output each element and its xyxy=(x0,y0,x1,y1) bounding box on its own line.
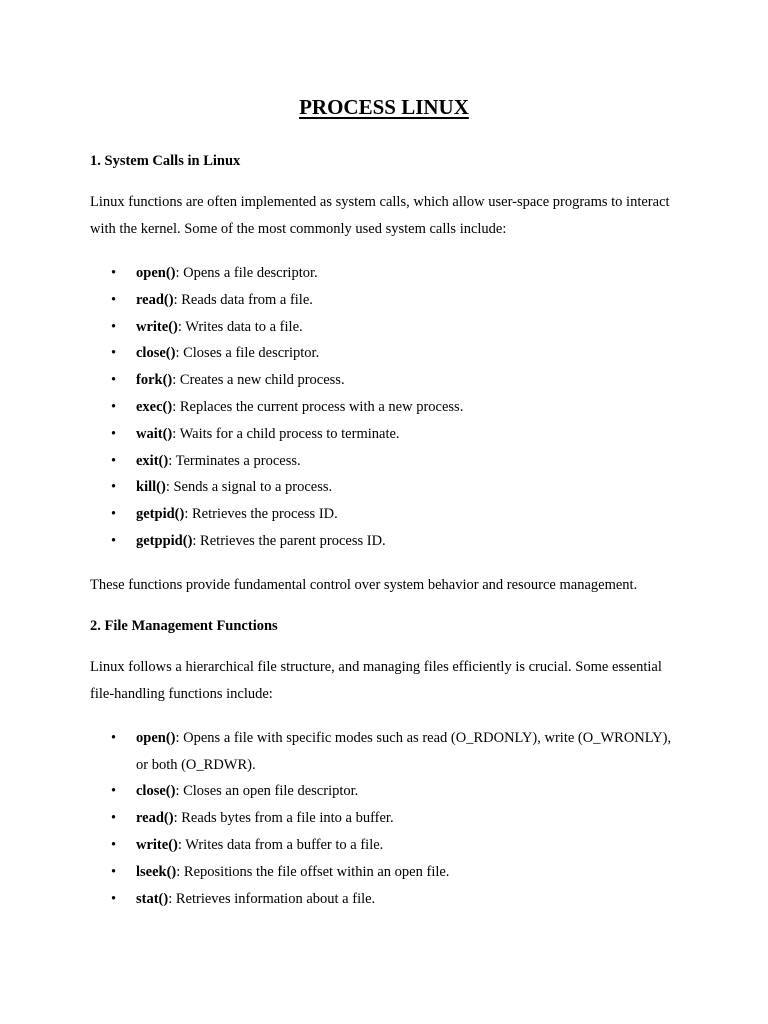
function-name: open() xyxy=(136,265,176,281)
function-description: : Opens a file descriptor. xyxy=(175,265,318,281)
function-description: : Sends a signal to a process. xyxy=(165,479,333,496)
bullet-icon: • xyxy=(111,291,117,308)
function-description: : Waits for a child process to terminate. xyxy=(172,425,400,442)
function-description: : Reads data from a file. xyxy=(173,291,313,308)
list-item xyxy=(90,394,678,421)
bullet-icon: • xyxy=(111,729,117,746)
function-description: : Retrieves the process ID. xyxy=(184,506,338,523)
function-name: exit() xyxy=(136,452,169,469)
function-name: close() xyxy=(136,345,176,362)
section-system-calls xyxy=(90,151,678,599)
bullet-icon: • xyxy=(111,783,117,800)
function-description: : Repositions the file offset within an open file. xyxy=(176,863,450,880)
section-heading: 1. System Calls in Linux xyxy=(90,153,241,169)
list-item xyxy=(90,859,678,886)
function-description: : Retrieves the parent process ID. xyxy=(192,532,386,549)
function-name: write() xyxy=(136,836,178,853)
list-item xyxy=(90,528,678,555)
list-item xyxy=(90,448,678,475)
bullet-icon: • xyxy=(111,265,117,281)
section-intro-paragraph: Linux functions are often implemented as system calls, which allow user-space programs to interact with the kernel. Some of the most commonly used system calls include: xyxy=(90,194,670,237)
bullet-icon: • xyxy=(111,810,117,827)
function-name: close() xyxy=(136,783,176,800)
bullet-icon: • xyxy=(111,532,117,549)
list-item xyxy=(90,778,678,805)
bullet-icon: • xyxy=(111,836,117,853)
function-name: fork() xyxy=(136,372,173,389)
function-name: exec() xyxy=(136,398,173,415)
function-name: getpid() xyxy=(136,506,185,523)
function-description: : Replaces the current process with a new process. xyxy=(172,398,464,415)
function-description: : Reads bytes from a file into a buffer. xyxy=(173,810,394,827)
section-intro-paragraph: Linux follows a hierarchical file structure, and managing files efficiently is crucial. Some essential file-handling functions include: xyxy=(90,658,662,702)
function-name: read() xyxy=(136,291,174,308)
list-item xyxy=(90,340,678,367)
list-item xyxy=(90,474,678,501)
list-item xyxy=(90,805,678,832)
function-name: open() xyxy=(136,729,176,746)
function-name: stat() xyxy=(136,890,169,907)
function-description: : Terminates a process. xyxy=(168,452,301,469)
function-description: : Writes data to a file. xyxy=(177,318,303,335)
list-item xyxy=(90,314,678,341)
function-name: read() xyxy=(136,810,174,827)
section-outro-paragraph: These functions provide fundamental control over system behavior and resource management. xyxy=(90,576,638,593)
system-calls-list xyxy=(90,260,678,555)
list-item xyxy=(90,367,678,394)
list-item xyxy=(90,832,678,859)
list-item xyxy=(90,725,678,779)
list-item xyxy=(90,421,678,448)
section-file-management xyxy=(90,616,678,913)
function-description: : Retrieves information about a file. xyxy=(168,890,376,907)
list-item xyxy=(90,501,678,528)
function-description: : Writes data from a buffer to a file. xyxy=(177,836,384,853)
function-name: getppid() xyxy=(136,532,193,549)
bullet-icon: • xyxy=(111,863,117,880)
function-description: : Closes an open file descriptor. xyxy=(175,783,359,800)
function-name: write() xyxy=(136,318,178,335)
document-title: PROCESS LINUX xyxy=(299,95,469,119)
function-description: : Closes a file descriptor. xyxy=(175,345,320,362)
function-description: : Opens a file with specific modes such as read (O_RDONLY), write (O_WRONLY), or both (O_RDWR). xyxy=(136,729,672,773)
file-functions-list xyxy=(90,725,678,913)
list-item xyxy=(90,260,678,287)
function-description: : Creates a new child process. xyxy=(172,372,345,389)
function-name: wait() xyxy=(136,425,173,442)
list-item xyxy=(90,886,678,913)
bullet-icon: • xyxy=(111,890,117,907)
bullet-icon: • xyxy=(111,398,117,415)
function-name: lseek() xyxy=(136,863,177,880)
bullet-icon: • xyxy=(111,345,117,362)
bullet-icon: • xyxy=(111,506,117,523)
bullet-icon: • xyxy=(111,318,117,335)
list-item xyxy=(90,287,678,314)
section-heading: 2. File Management Functions xyxy=(90,617,278,634)
bullet-icon: • xyxy=(111,452,117,469)
bullet-icon: • xyxy=(111,372,117,389)
bullet-icon: • xyxy=(111,479,117,496)
function-name: kill() xyxy=(136,479,166,496)
bullet-icon: • xyxy=(111,425,117,442)
